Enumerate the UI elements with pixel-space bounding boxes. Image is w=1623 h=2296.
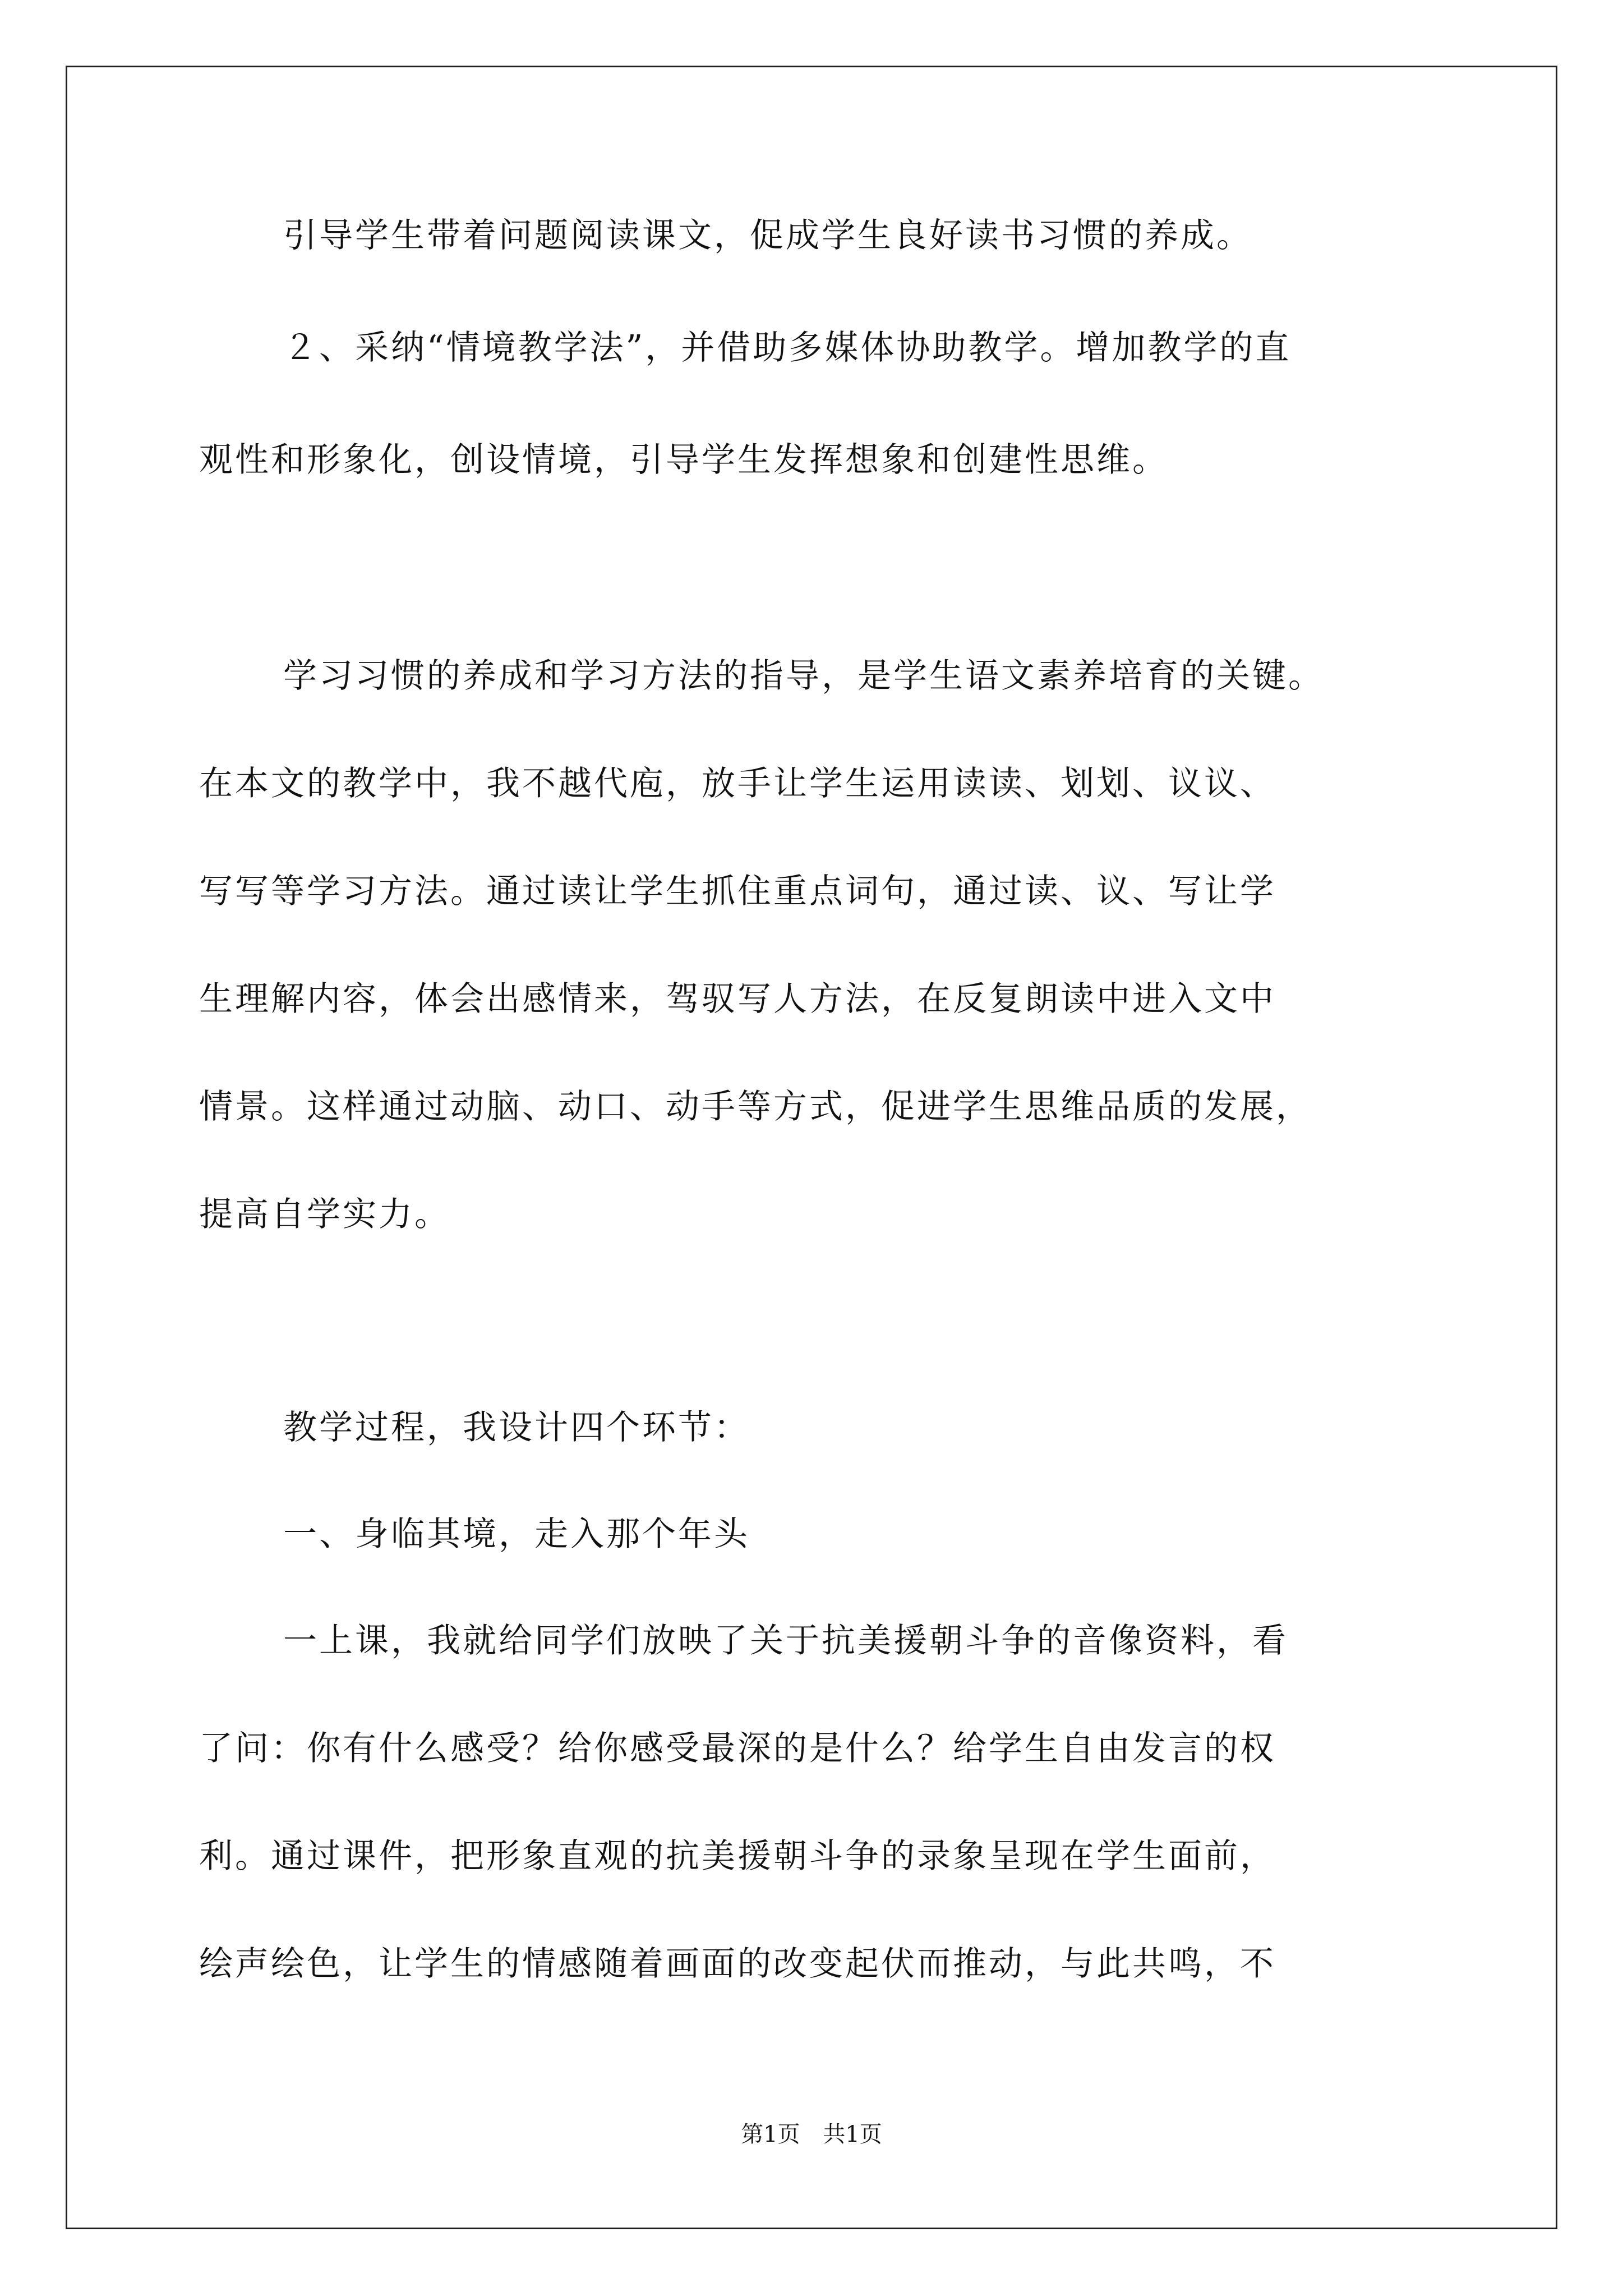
page-footer (0, 2118, 1623, 2151)
paragraph-6-line-4: 绘声绘色，让学生的情感随着画面的改变起伏而推动，与此共鸣，不 (199, 1944, 1276, 1984)
paragraph-6-line-2: 了问：你有什么感受？给你感受最深的是什么？给学生自由发言的权 (199, 1729, 1276, 1768)
paragraph-2-line-1: ２、采纳“情境教学法”，并借助多媒体协助教学。增加教学的直 (283, 328, 1292, 367)
page-border (66, 66, 1557, 2229)
paragraph-3-line-5: 情景。这样通过动脑、动口、动手等方式，促进学生思维品质的发展， (199, 1087, 1312, 1126)
paragraph-6-line-1: 一上课，我就给同学们放映了关于抗美援朝斗争的音像资料，看 (283, 1621, 1288, 1660)
paragraph-3-line-3: 写写等学习方法。通过读让学生抓住重点词句，通过读、议、写让学 (199, 872, 1276, 911)
paragraph-3-line-4: 生理解内容，体会出感情来，驾驭写人方法，在反复朗读中进入文中 (199, 979, 1276, 1019)
paragraph-3-line-2: 在本文的教学中，我不越代庖，放手让学生运用读读、划划、议议、 (199, 764, 1276, 803)
paragraph-3-line-1: 学习习惯的养成和学习方法的指导，是学生语文素养培育的关键。 (283, 656, 1324, 696)
paragraph-3-line-6: 提高自学实力。 (199, 1195, 450, 1234)
section-heading-1: 一、身临其境，走入那个年头 (283, 1515, 750, 1554)
page-number: 第1页 (741, 2122, 800, 2147)
paragraph-6-line-3: 利。通过课件，把形象直观的抗美援朝斗争的录象呈现在学生面前， (199, 1837, 1276, 1876)
paragraph-4-line-1: 教学过程，我设计四个环节： (283, 1408, 750, 1447)
paragraph-2-line-2: 观性和形象化，创设情境，引导学生发挥想象和创建性思维。 (199, 440, 1168, 480)
page-total: 共1页 (823, 2122, 882, 2147)
paragraph-1-line-1: 引导学生带着问题阅读课文，促成学生良好读书习惯的养成。 (283, 216, 1252, 255)
